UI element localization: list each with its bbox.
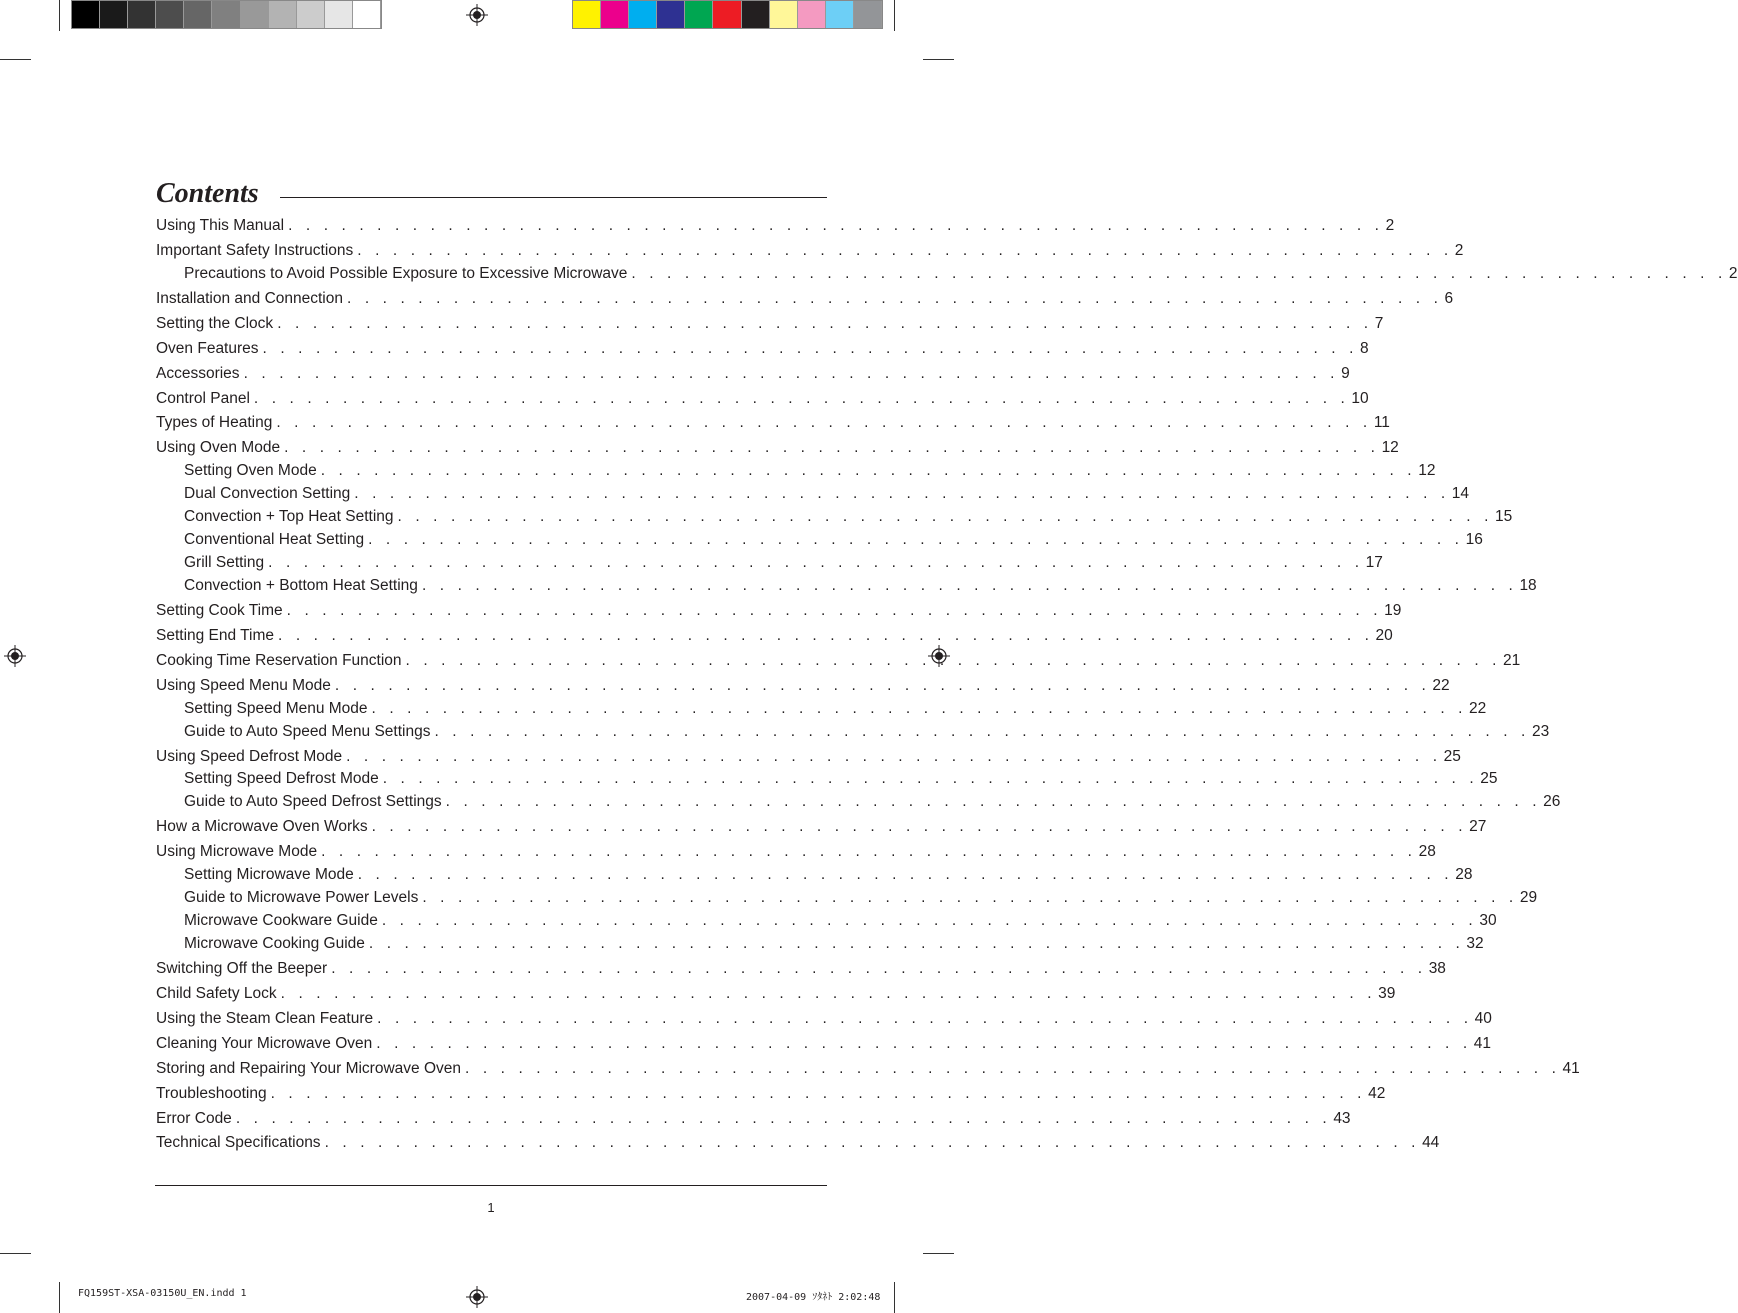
toc-entry[interactable] — [156, 438, 1399, 458]
toc-entry-page: 42 — [1368, 1085, 1386, 1102]
dot-leader: . . . . . . . . . . . . . . . . . . . . . . . . . . . . . . . . . . . . . . . . . . . . . . . . . . . . . . . . . . . . . . — [288, 217, 1384, 234]
footer-rule — [155, 1185, 827, 1186]
toc-entry[interactable] — [156, 1009, 1492, 1029]
toc-entry-page: 28 — [1455, 866, 1473, 883]
color-swatch — [72, 1, 100, 28]
toc-entry-title: Installation and Connection — [156, 290, 343, 307]
dot-leader: . . . . . . . . . . . . . . . . . . . . . . . . . . . . . . . . . . . . . . . . . . . . . . . . . . . . . . . . . . . . . . — [262, 340, 1359, 357]
color-swatch — [657, 1, 685, 28]
toc-entry[interactable] — [156, 413, 1390, 433]
color-swatch — [629, 1, 657, 28]
toc-entry-title: Using Speed Menu Mode — [156, 677, 331, 694]
toc-entry[interactable] — [184, 507, 1513, 527]
toc-entry-title: Dual Convection Setting — [184, 485, 351, 502]
dot-leader: . . . . . . . . . . . . . . . . . . . . . . . . . . . . . . . . . . . . . . . . . . . . . . . . . . . . . . . . . . . . . . — [357, 242, 1453, 259]
dot-leader: . . . . . . . . . . . . . . . . . . . . . . . . . . . . . . . . . . . . . . . . . . . . . . . . . . . . . . . . . . . . . . — [321, 843, 1417, 860]
color-swatch — [156, 1, 184, 28]
process-color-bar — [572, 0, 883, 29]
toc-entry-page: 12 — [1381, 439, 1399, 456]
toc-entry[interactable] — [184, 888, 1538, 908]
toc-entry-title: Microwave Cooking Guide — [184, 935, 365, 952]
dot-leader: . . . . . . . . . . . . . . . . . . . . . . . . . . . . . . . . . . . . . . . . . . . . . . . . . . . . . . . . . . . . . . — [320, 462, 1417, 479]
toc-entry-title: Error Code — [156, 1110, 232, 1127]
dot-leader: . . . . . . . . . . . . . . . . . . . . . . . . . . . . . . . . . . . . . . . . . . . . . . . . . . . . . . . . . . . . . . — [422, 889, 1518, 906]
color-swatch — [269, 1, 297, 28]
toc-entry-page: 25 — [1443, 748, 1461, 765]
toc-entry-page: 7 — [1374, 315, 1384, 332]
toc-entry-title: Guide to Microwave Power Levels — [184, 889, 419, 906]
toc-entry[interactable] — [156, 1034, 1492, 1054]
toc-entry-title: Using Speed Defrost Mode — [156, 748, 343, 765]
toc-entry[interactable] — [184, 792, 1561, 812]
toc-entry-title: Accessories — [156, 365, 240, 382]
toc-entry-page: 27 — [1469, 818, 1487, 835]
toc-entry-title: Using This Manual — [156, 217, 285, 234]
toc-entry-page: 22 — [1469, 700, 1487, 717]
toc-entry-title: Child Safety Lock — [156, 985, 277, 1002]
dot-leader: . . . . . . . . . . . . . . . . . . . . . . . . . . . . . . . . . . . . . . . . . . . . . . . . . . . . . . . . . . . . . . — [371, 818, 1468, 835]
color-swatch — [601, 1, 629, 28]
color-swatch — [573, 1, 601, 28]
toc-entry-page: 23 — [1531, 723, 1550, 740]
toc-entry[interactable] — [156, 626, 1393, 646]
toc-entry-page: 10 — [1351, 390, 1369, 407]
toc-entry-page: 28 — [1418, 843, 1436, 860]
toc-entry-page: 25 — [1480, 770, 1498, 787]
color-swatch — [241, 1, 269, 28]
dot-leader: . . . . . . . . . . . . . . . . . . . . . . . . . . . . . . . . . . . . . . . . . . . . . . . . . . . . . . . . . . . . . . — [280, 985, 1377, 1002]
dot-leader: . . . . . . . . . . . . . . . . . . . . . . . . . . . . . . . . . . . . . . . . . . . . . . . . . . . . . . . . . . . . . . — [397, 508, 1494, 525]
toc-entry-page: 29 — [1519, 889, 1538, 906]
toc-entry-title: Troubleshooting — [156, 1085, 267, 1102]
dot-leader: . . . . . . . . . . . . . . . . . . . . . . . . . . . . . . . . . . . . . . . . . . . . . . . . . . . . . . . . . . . . . . — [277, 315, 1373, 332]
dot-leader: . . . . . . . . . . . . . . . . . . . . . . . . . . . . . . . . . . . . . . . . . . . . . . . . . . . . . . . . . . . . . . — [284, 439, 1380, 456]
toc-entry[interactable] — [184, 530, 1483, 550]
toc-entry[interactable] — [184, 911, 1497, 931]
dot-leader: . . . . . . . . . . . . . . . . . . . . . . . . . . . . . . . . . . . . . . . . . . . . . . . . . . . . . . . . . . . . . . — [278, 627, 1374, 644]
color-swatch — [212, 1, 240, 28]
toc-entry-page: 17 — [1365, 554, 1383, 571]
toc-entry[interactable] — [156, 984, 1396, 1004]
crop-mark — [0, 1253, 31, 1254]
dot-leader: . . . . . . . . . . . . . . . . . . . . . . . . . . . . . . . . . . . . . . . . . . . . . . . . . . . . . . . . . . . . . . — [235, 1110, 1332, 1127]
dot-leader: . . . . . . . . . . . . . . . . . . . . . . . . . . . . . . . . . . . . . . . . . . . . . . . . . . . . . . . . . . . . . . — [286, 602, 1383, 619]
slug-timestamp: 2007-04-09 ｿﾀﾈﾄ 2:02:48 — [746, 1292, 881, 1303]
toc-entry[interactable] — [156, 817, 1487, 837]
toc-entry[interactable] — [184, 461, 1436, 481]
dot-leader: . . . . . . . . . . . . . . . . . . . . . . . . . . . . . . . . . . . . . . . . . . . . . . . . . . . . . . . . . . . . . . — [268, 554, 1364, 571]
toc-entry[interactable] — [184, 865, 1473, 885]
dot-leader: . . . . . . . . . . . . . . . . . . . . . . . . . . . . . . . . . . . . . . . . . . . . . . . . . . . . . . . . . . . . . . — [334, 677, 1431, 694]
toc-entry[interactable] — [156, 1133, 1440, 1153]
color-swatch — [770, 1, 798, 28]
toc-entry[interactable] — [156, 651, 1521, 671]
dot-leader: . . . . . . . . . . . . . . . . . . . . . . . . . . . . . . . . . . . . . . . . . . . . . . . . . . . . . . . . . . . . . . — [331, 960, 1427, 977]
color-swatch — [798, 1, 826, 28]
toc-entry-page: 44 — [1422, 1134, 1440, 1151]
toc-entry-page: 41 — [1562, 1060, 1580, 1077]
toc-entry-title: Oven Features — [156, 340, 259, 357]
toc-entry[interactable] — [156, 216, 1395, 236]
toc-entry-title: Convection + Bottom Heat Setting — [184, 577, 418, 594]
toc-entry[interactable] — [184, 264, 1738, 284]
color-swatch — [826, 1, 854, 28]
color-swatch — [854, 1, 882, 28]
dot-leader: . . . . . . . . . . . . . . . . . . . . . . . . . . . . . . . . . . . . . . . . . . . . . . . . . . . . . . . . . . . . . . — [377, 1010, 1473, 1027]
toc-entry-page: 2 — [1385, 217, 1395, 234]
toc-entry[interactable] — [184, 699, 1487, 719]
dot-leader: . . . . . . . . . . . . . . . . . . . . . . . . . . . . . . . . . . . . . . . . . . . . . . . . . . . . . . . . . . . . . . — [421, 577, 1518, 594]
dot-leader: . . . . . . . . . . . . . . . . . . . . . . . . . . . . . . . . . . . . . . . . . . . . . . . . . . . . . . . . . . . . . . — [465, 1060, 1561, 1077]
crop-mark — [59, 1282, 60, 1313]
dot-leader: . . . . . . . . . . . . . . . . . . . . . . . . . . . . . . . . . . . . . . . . . . . . . . . . . . . . . . . . . . . . . . — [368, 531, 1464, 548]
toc-entry-title: Conventional Heat Setting — [184, 531, 365, 548]
dot-leader: . . . . . . . . . . . . . . . . . . . . . . . . . . . . . . . . . . . . . . . . . . . . . . . . . . . . . . . . . . . . . . — [347, 290, 1443, 307]
toc-entry[interactable] — [156, 747, 1461, 767]
toc-entry-page: 19 — [1384, 602, 1402, 619]
toc-entry-page: 26 — [1543, 793, 1561, 810]
dot-leader: . . . . . . . . . . . . . . . . . . . . . . . . . . . . . . . . . . . . . . . . . . . . . . . . . . . . . . . . . . . . . . — [376, 1035, 1472, 1052]
toc-entry-title: Microwave Cookware Guide — [184, 912, 378, 929]
page-title: Contents — [156, 178, 259, 209]
dot-leader: . . . . . . . . . . . . . . . . . . . . . . . . . . . . . . . . . . . . . . . . . . . . . . . . . . . . . . . . . . . . . . — [631, 265, 1727, 282]
dot-leader: . . . . . . . . . . . . . . . . . . . . . . . . . . . . . . . . . . . . . . . . . . . . . . . . . . . . . . . . . . . . . . — [270, 1085, 1367, 1102]
toc-entry-title: Setting Speed Defrost Mode — [184, 770, 379, 787]
color-swatch — [297, 1, 325, 28]
dot-leader: . . . . . . . . . . . . . . . . . . . . . . . . . . . . . . . . . . . . . . . . . . . . . . . . . . . . . . . . . . . . . . — [382, 770, 1479, 787]
toc-entry-title: Grill Setting — [184, 554, 265, 571]
dot-leader: . . . . . . . . . . . . . . . . . . . . . . . . . . . . . . . . . . . . . . . . . . . . . . . . . . . . . . . . . . . . . . — [368, 935, 1465, 952]
registration-mark-icon — [466, 4, 488, 26]
slug-filename: FQ159ST-XSA-03150U_EN.indd 1 — [78, 1288, 247, 1299]
dot-leader: . . . . . . . . . . . . . . . . . . . . . . . . . . . . . . . . . . . . . . . . . . . . . . . . . . . . . . . . . . . . . . — [243, 365, 1340, 382]
toc-entry-title: Control Panel — [156, 390, 250, 407]
toc-entry-page: 2 — [1728, 265, 1738, 282]
toc-entry-title: Using the Steam Clean Feature — [156, 1010, 374, 1027]
toc-entry-title: How a Microwave Oven Works — [156, 818, 368, 835]
crop-mark — [894, 0, 895, 31]
toc-entry[interactable] — [156, 314, 1384, 334]
toc-entry-title: Setting Speed Menu Mode — [184, 700, 368, 717]
toc-entry-page: 2 — [1454, 242, 1464, 259]
toc-entry-page: 11 — [1373, 414, 1390, 431]
color-swatch — [128, 1, 156, 28]
toc-entry-page: 32 — [1466, 935, 1484, 952]
dot-leader: . . . . . . . . . . . . . . . . . . . . . . . . . . . . . . . . . . . . . . . . . . . . . . . . . . . . . . . . . . . . . . — [371, 700, 1468, 717]
toc-entry-page: 40 — [1474, 1010, 1492, 1027]
dot-leader: . . . . . . . . . . . . . . . . . . . . . . . . . . . . . . . . . . . . . . . . . . . . . . . . . . . . . . . . . . . . . . — [324, 1134, 1421, 1151]
dot-leader: . . . . . . . . . . . . . . . . . . . . . . . . . . . . . . . . . . . . . . . . . . . . . . . . . . . . . . . . . . . . . . — [253, 390, 1350, 407]
toc-entry-page: 18 — [1519, 577, 1537, 594]
toc-entry-page: 15 — [1495, 508, 1513, 525]
toc-entry-title: Storing and Repairing Your Microwave Oven — [156, 1060, 462, 1077]
toc-entry-page: 43 — [1333, 1110, 1351, 1127]
dot-leader: . . . . . . . . . . . . . . . . . . . . . . . . . . . . . . . . . . . . . . . . . . . . . . . . . . . . . . . . . . . . . . — [354, 485, 1450, 502]
toc-entry-page: 9 — [1341, 365, 1350, 382]
toc-entry[interactable] — [156, 364, 1350, 384]
toc-entry-page: 20 — [1375, 627, 1393, 644]
color-swatch — [685, 1, 713, 28]
dot-leader: . . . . . . . . . . . . . . . . . . . . . . . . . . . . . . . . . . . . . . . . . . . . . . . . . . . . . . . . . . . . . . — [276, 414, 1372, 431]
toc-entry-title: Guide to Auto Speed Defrost Settings — [184, 793, 442, 810]
toc-entry[interactable] — [184, 484, 1470, 504]
registration-mark-icon — [466, 1286, 488, 1308]
toc-entry-page: 14 — [1451, 485, 1470, 502]
toc-entry-title: Setting End Time — [156, 627, 275, 644]
dot-leader: . . . . . . . . . . . . . . . . . . . . . . . . . . . . . . . . . . . . . . . . . . . . . . . . . . . . . . . . . . . . . . — [357, 866, 1454, 883]
toc-entry-title: Cooking Time Reservation Function — [156, 652, 402, 669]
toc-entry[interactable] — [156, 601, 1402, 621]
toc-entry-title: Setting Cook Time — [156, 602, 283, 619]
toc-entry-page: 39 — [1378, 985, 1396, 1002]
toc-entry-page: 6 — [1444, 290, 1454, 307]
crop-mark — [894, 1282, 895, 1313]
crop-mark — [0, 59, 31, 60]
toc-entry-title: Precautions to Avoid Possible Exposure to Excessive Microwave — [184, 265, 628, 282]
toc-entry-title: Setting the Clock — [156, 315, 274, 332]
grayscale-color-bar — [71, 0, 382, 29]
title-rule — [280, 197, 827, 198]
color-swatch — [713, 1, 741, 28]
toc-entry[interactable] — [156, 676, 1450, 696]
toc-entry-page: 41 — [1473, 1035, 1492, 1052]
color-swatch — [742, 1, 770, 28]
crop-mark — [59, 0, 60, 31]
toc-entry-page: 12 — [1418, 462, 1436, 479]
toc-entry[interactable] — [184, 769, 1498, 789]
page-number: 1 — [487, 1200, 495, 1215]
toc-entry[interactable] — [156, 339, 1369, 359]
toc-entry[interactable] — [156, 1059, 1580, 1079]
toc-entry[interactable] — [184, 722, 1550, 742]
toc-entry-page: 22 — [1432, 677, 1450, 694]
dot-leader: . . . . . . . . . . . . . . . . . . . . . . . . . . . . . . . . . . . . . . . . . . . . . . . . . . . . . . . . . . . . . . — [346, 748, 1442, 765]
toc-entry-page: 16 — [1465, 531, 1483, 548]
toc-entry[interactable] — [156, 842, 1436, 862]
color-swatch — [184, 1, 212, 28]
color-swatch — [100, 1, 128, 28]
toc-entry[interactable] — [156, 1109, 1351, 1129]
toc-entry[interactable] — [184, 553, 1383, 573]
toc-entry[interactable] — [184, 576, 1537, 596]
toc-entry[interactable] — [156, 289, 1454, 309]
toc-entry-title: Switching Off the Beeper — [156, 960, 328, 977]
crop-mark — [923, 1253, 954, 1254]
toc-entry-page: 30 — [1479, 912, 1497, 929]
toc-entry-title: Important Safety Instructions — [156, 242, 354, 259]
toc-entry-page: 8 — [1360, 340, 1369, 357]
toc-entry-title: Technical Specifications — [156, 1134, 321, 1151]
color-swatch — [325, 1, 353, 28]
dot-leader: . . . . . . . . . . . . . . . . . . . . . . . . . . . . . . . . . . . . . . . . . . . . . . . . . . . . . . . . . . . . . . — [405, 652, 1502, 669]
crop-mark — [923, 59, 954, 60]
toc-entry-page: 38 — [1428, 960, 1446, 977]
toc-entry-title: Using Microwave Mode — [156, 843, 318, 860]
toc-entry-title: Convection + Top Heat Setting — [184, 508, 394, 525]
toc-entry-title: Using Oven Mode — [156, 439, 281, 456]
toc-entry[interactable] — [184, 934, 1484, 954]
toc-entry[interactable] — [156, 241, 1464, 261]
toc-entry-title: Types of Heating — [156, 414, 273, 431]
toc-entry-title: Cleaning Your Microwave Oven — [156, 1035, 373, 1052]
toc-entry[interactable] — [156, 389, 1369, 409]
toc-entry-page: 21 — [1503, 652, 1521, 669]
dot-leader: . . . . . . . . . . . . . . . . . . . . . . . . . . . . . . . . . . . . . . . . . . . . . . . . . . . . . . . . . . . . . . — [434, 723, 1530, 740]
toc-entry[interactable] — [156, 959, 1446, 979]
registration-mark-icon — [4, 645, 26, 667]
toc-entry[interactable] — [156, 1084, 1386, 1104]
dot-leader: . . . . . . . . . . . . . . . . . . . . . . . . . . . . . . . . . . . . . . . . . . . . . . . . . . . . . . . . . . . . . . — [381, 912, 1478, 929]
toc-entry-title: Setting Oven Mode — [184, 462, 317, 479]
toc-entry-title: Setting Microwave Mode — [184, 866, 354, 883]
dot-leader: . . . . . . . . . . . . . . . . . . . . . . . . . . . . . . . . . . . . . . . . . . . . . . . . . . . . . . . . . . . . . . — [445, 793, 1542, 810]
color-swatch — [353, 1, 381, 28]
toc-entry-title: Guide to Auto Speed Menu Settings — [184, 723, 431, 740]
